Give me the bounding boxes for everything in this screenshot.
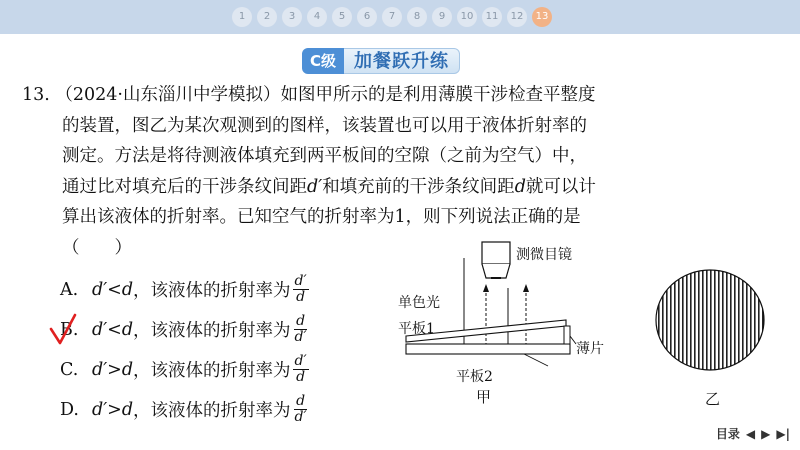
- eyepiece-body-shape: [482, 242, 510, 264]
- banner-title: 加餐跃升练: [344, 48, 460, 74]
- option-text: ，该液体的折射率为: [133, 321, 291, 341]
- question-line-2: 的装置，图乙为某次观测到的图样，该装置也可以用于液体折射率的: [62, 115, 587, 136]
- option-fraction: [293, 314, 309, 345]
- page-button-13[interactable]: 13: [532, 7, 552, 27]
- page-button-10[interactable]: 10: [457, 7, 477, 27]
- var-d: d: [514, 176, 526, 197]
- last-button[interactable]: ▶|: [776, 426, 790, 441]
- caption-yi: 乙: [705, 390, 721, 408]
- option-b[interactable]: [60, 314, 309, 345]
- option-a[interactable]: [60, 274, 309, 305]
- page-button-4[interactable]: 4: [307, 7, 327, 27]
- option-letter: C.: [60, 359, 79, 380]
- option-letter: A.: [60, 279, 79, 300]
- prev-button[interactable]: ◀: [745, 426, 756, 441]
- page-button-3[interactable]: 3: [282, 7, 302, 27]
- fraction-numerator: d: [296, 313, 306, 329]
- figure-jia: [398, 240, 618, 410]
- page-button-1[interactable]: 1: [232, 7, 252, 27]
- fraction-numerator: d′: [294, 273, 307, 289]
- plate-2-shape: [406, 344, 570, 354]
- option-text: ，该液体的折射率为: [133, 401, 291, 421]
- page-button-11[interactable]: 11: [482, 7, 502, 27]
- fringe-pattern-diagram: [650, 268, 770, 378]
- option-letter: D.: [60, 399, 79, 420]
- figure-yi: [650, 268, 770, 378]
- page-button-12[interactable]: 12: [507, 7, 527, 27]
- fraction-denominator: d′: [294, 409, 307, 425]
- menu-button[interactable]: 目录: [715, 427, 740, 441]
- film-shim-shape: [564, 326, 570, 344]
- next-button[interactable]: ▶: [761, 426, 771, 441]
- page-navigation-bar: [0, 0, 800, 34]
- fraction-numerator: d′: [294, 353, 307, 369]
- caption-jia: 甲: [476, 388, 492, 406]
- option-d[interactable]: [60, 394, 309, 425]
- option-fraction: [293, 354, 309, 385]
- level-badge: C级: [302, 48, 344, 74]
- fraction-denominator: d: [296, 289, 306, 305]
- option-condition: d′>d: [92, 359, 134, 380]
- page-pager: [232, 7, 552, 27]
- page-button-5[interactable]: 5: [332, 7, 352, 27]
- question-line-4: [22, 172, 782, 203]
- option-condition: d′<d: [92, 279, 134, 300]
- page-button-7[interactable]: 7: [382, 7, 402, 27]
- question-line-1: 13. （2024·山东淄川中学模拟）如图甲所示的是利用薄膜干涉检查平整度: [22, 85, 596, 105]
- page-button-6[interactable]: 6: [357, 7, 377, 27]
- option-fraction: [293, 394, 309, 425]
- fraction-numerator: d: [296, 393, 306, 409]
- option-text: ，该液体的折射率为: [133, 361, 291, 381]
- question-text: [22, 80, 782, 263]
- reflected-ray-2-arrow: [523, 284, 529, 292]
- label-eyepiece: 测微目镜: [516, 247, 572, 263]
- var-d-prime: d′: [307, 176, 323, 197]
- page-button-9[interactable]: 9: [432, 7, 452, 27]
- level-banner: [302, 47, 460, 75]
- label-plate-2: 平板2: [456, 369, 493, 385]
- answer-blank: （ ）: [62, 237, 132, 258]
- question-line-4-pre: 通过比对填充后的干涉条纹间距: [62, 176, 307, 197]
- option-condition: d′<d: [92, 319, 134, 340]
- label-film: 薄片: [576, 341, 604, 357]
- slide-navigation: [716, 425, 790, 442]
- option-condition: d′>d: [92, 399, 134, 420]
- question-line-5: 算出该液体的折射率。已知空气的折射率为1，则下列说法正确的是: [62, 207, 581, 227]
- option-c[interactable]: [60, 354, 309, 385]
- question-line-4-mid: 和填充前的干涉条纹间距: [322, 176, 515, 197]
- question-line-3: 测定。方法是将待测液体填充到两平板间的空隙（之前为空气）中，: [62, 146, 587, 166]
- fringe-stripes: [650, 268, 770, 378]
- option-letter: B.: [60, 319, 79, 340]
- label-monochromatic-light: 单色光: [398, 295, 440, 311]
- label-plate-1: 平板1: [398, 321, 435, 337]
- question-line-4-post: 就可以计: [525, 176, 596, 197]
- option-text: ，该液体的折射率为: [133, 281, 291, 301]
- option-fraction: [293, 274, 309, 305]
- reflected-ray-1-arrow: [483, 284, 489, 292]
- fraction-denominator: d′: [294, 329, 307, 345]
- plate-2-leader: [524, 354, 548, 366]
- eyepiece-cone-shape: [482, 264, 510, 278]
- page-button-8[interactable]: 8: [407, 7, 427, 27]
- page-button-2[interactable]: 2: [257, 7, 277, 27]
- answer-check-icon: [48, 312, 82, 346]
- fraction-denominator: d: [296, 369, 306, 385]
